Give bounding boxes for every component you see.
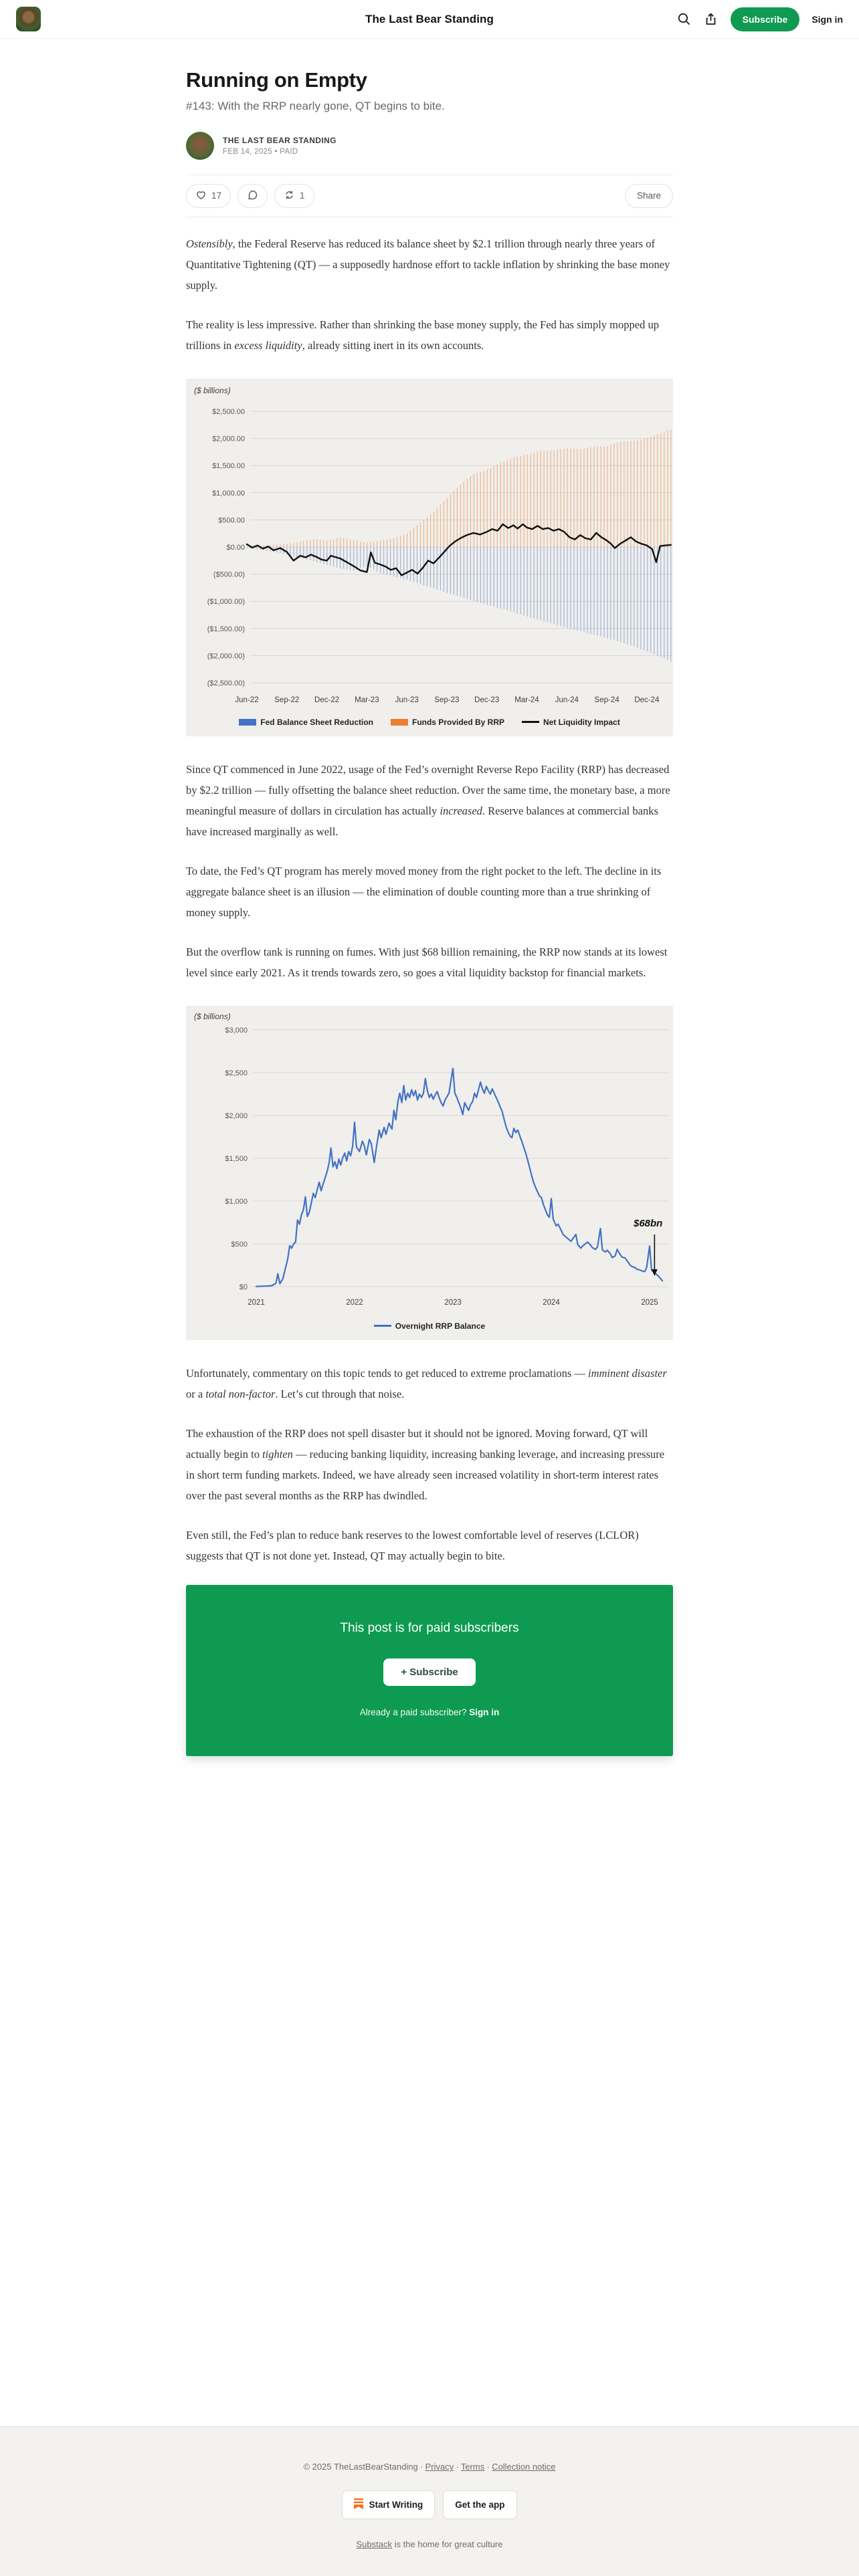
svg-text:Jun-24: Jun-24 — [555, 695, 579, 704]
post-date: FEB 14, 2025 • PAID — [223, 147, 298, 156]
terms-link[interactable]: Terms — [460, 2462, 485, 2472]
svg-text:($2,000.00): ($2,000.00) — [207, 652, 245, 661]
share-icon[interactable] — [704, 12, 719, 27]
copyright-text: © 2025 TheLastBearStanding — [303, 2462, 418, 2472]
footer-tagline — [0, 2539, 859, 2549]
svg-text:Dec-23: Dec-23 — [474, 695, 500, 704]
svg-text:Dec-24: Dec-24 — [634, 695, 660, 704]
author-name[interactable]: THE LAST BEAR STANDING — [223, 135, 337, 145]
article-paragraph: The reality is less impressive. Rather than shrinking the base money supply, the Fed has simply mopped up trillions in excess liquidity, already sitting inert in its own accounts. — [186, 318, 659, 352]
comment-button[interactable] — [237, 184, 268, 208]
get-app-label: Get the app — [455, 2500, 505, 2510]
svg-text:$2,000: $2,000 — [225, 1111, 248, 1120]
legend-item: Fed Balance Sheet Reduction — [239, 718, 373, 727]
svg-text:$0: $0 — [239, 1283, 248, 1291]
svg-text:($2,500.00): ($2,500.00) — [207, 679, 245, 687]
paywall-box — [186, 1585, 673, 1756]
get-app-button[interactable] — [443, 2490, 516, 2519]
svg-text:($1,000.00): ($1,000.00) — [207, 598, 245, 607]
svg-text:($1,500.00): ($1,500.00) — [207, 625, 245, 633]
rrp-balance-chart-canvas — [186, 1006, 673, 1320]
publication-logo[interactable] — [16, 7, 41, 31]
svg-text:$2,000.00: $2,000.00 — [212, 435, 245, 443]
like-button[interactable] — [186, 184, 231, 208]
net-liquidity-chart-legend — [186, 716, 673, 736]
heart-icon — [195, 189, 207, 203]
paywall-signin-row — [186, 1707, 673, 1717]
net-liquidity-chart-canvas — [186, 379, 673, 716]
svg-text:($ billions): ($ billions) — [194, 1011, 231, 1021]
article-paragraph: Since QT commenced in June 2022, usage of the Fed’s overnight Reverse Repo Facility (RRP) has decreased by $2.2 trillion — fully offsetting the balance sheet reduction. Over the same time, the monetary base, a more meaningful measure of dollars in circulation has actually increased. Reserve balances at commercial banks have increased marginally as well. — [186, 762, 670, 838]
svg-text:Sep-24: Sep-24 — [594, 695, 619, 704]
restack-icon — [284, 189, 295, 203]
restack-count: 1 — [300, 191, 305, 201]
restack-button[interactable] — [274, 184, 314, 208]
signin-link[interactable]: Sign in — [812, 13, 843, 25]
post-actions — [186, 175, 673, 217]
plus-icon: + — [401, 1666, 407, 1678]
svg-text:$0.00: $0.00 — [226, 543, 245, 552]
separator: ∙ — [456, 2462, 459, 2472]
intro-paragraphs — [186, 233, 673, 356]
svg-text:$1,500: $1,500 — [225, 1154, 248, 1163]
svg-text:2024: 2024 — [543, 1298, 560, 1307]
paywall-heading: This post is for paid subscribers — [340, 1620, 519, 1635]
legend-swatch — [391, 719, 408, 726]
outro-paragraphs — [186, 1363, 673, 1566]
svg-text:Mar-24: Mar-24 — [514, 695, 539, 704]
separator: ∙ — [420, 2462, 423, 2472]
like-count: 17 — [211, 191, 222, 201]
rrp-balance-chart-legend — [186, 1320, 673, 1340]
svg-text:$500: $500 — [231, 1240, 248, 1249]
svg-text:Sep-22: Sep-22 — [274, 695, 300, 704]
post-title: Running on Empty — [186, 68, 367, 92]
legend-item: Overnight RRP Balance — [374, 1321, 485, 1331]
article-paragraph: But the overflow tank is running on fumes. With just $68 billion remaining, the RRP now stands at its lowest level since early 2021. As it trends towards zero, so goes a vital liquidity backstop for financial markets. — [186, 945, 668, 979]
legend-swatch — [239, 719, 256, 726]
svg-text:$2,500.00: $2,500.00 — [212, 407, 245, 416]
svg-text:2021: 2021 — [248, 1298, 265, 1307]
svg-text:Mar-23: Mar-23 — [355, 695, 379, 704]
article-paragraph: To date, the Fed’s QT program has merely moved money from the right pocket to the left. The decline in its aggregate balance sheet is an illusion — the elimination of double counting more than a true shrinking of money supply. — [186, 864, 662, 919]
search-icon[interactable] — [677, 12, 692, 27]
svg-text:$1,000.00: $1,000.00 — [212, 489, 245, 498]
article-paragraph: Unfortunately, commentary on this topic tends to get reduced to extreme proclamations — imminent disaster or a total non-factor. Let’s cut through that noise. — [186, 1366, 667, 1400]
svg-text:$1,000: $1,000 — [225, 1197, 248, 1206]
svg-text:$1,500.00: $1,500.00 — [212, 462, 245, 471]
legend-swatch — [522, 721, 539, 723]
legend-swatch — [374, 1325, 391, 1327]
post-subtitle: #143: With the RRP nearly gone, QT begins to bite. — [186, 100, 445, 112]
svg-text:Jun-23: Jun-23 — [395, 695, 419, 704]
share-button[interactable]: Share — [625, 184, 673, 208]
site-footer — [0, 2426, 859, 2576]
svg-text:($ billions): ($ billions) — [194, 385, 231, 395]
article-paragraph: The exhaustion of the RRP does not spell disaster but it should not be ignored. Moving forward, QT will actually begin to tighten — reducing banking liquidity, increasing banking leverage, and increasing pressure in short term funding markets. Indeed, we have already seen increased volatility in short-term interest rates over the past several months as the RRP has dwindled. — [186, 1426, 665, 1502]
substack-logo-icon — [354, 2498, 363, 2511]
tagline-text: is the home for great culture — [392, 2539, 503, 2549]
legend-item: Net Liquidity Impact — [522, 718, 620, 727]
author-avatar[interactable] — [186, 132, 214, 160]
article-paragraph: Even still, the Fed’s plan to reduce bank reserves to the lowest comfortable level of reserves (LCLOR) suggests that QT is not done yet. Instead, QT may actually begin to bite. — [186, 1528, 639, 1562]
start-writing-label: Start Writing — [369, 2500, 423, 2510]
footer-copyright-row — [0, 2462, 859, 2472]
substack-link[interactable]: Substack — [356, 2539, 392, 2549]
paywall-signin-prompt: Already a paid subscriber? — [359, 1707, 467, 1717]
separator: ∙ — [486, 2462, 490, 2472]
collection-notice-link[interactable]: Collection notice — [492, 2462, 556, 2472]
svg-text:$3,000: $3,000 — [225, 1026, 248, 1035]
paywall-signin-link[interactable]: Sign in — [469, 1707, 500, 1717]
svg-text:Sep-23: Sep-23 — [434, 695, 460, 704]
mid-paragraphs — [186, 759, 673, 983]
paywall-subscribe-label: Subscribe — [409, 1666, 458, 1678]
svg-text:2025: 2025 — [641, 1298, 658, 1307]
svg-text:$2,500: $2,500 — [225, 1069, 248, 1077]
svg-text:($500.00): ($500.00) — [213, 570, 245, 579]
svg-text:$68bn: $68bn — [633, 1217, 663, 1229]
article-content — [186, 39, 673, 1756]
svg-text:2023: 2023 — [444, 1298, 462, 1307]
start-writing-button[interactable] — [342, 2490, 435, 2519]
byline — [186, 132, 673, 160]
legend-item: Funds Provided By RRP — [391, 718, 504, 727]
svg-text:Jun-22: Jun-22 — [235, 695, 259, 704]
svg-text:2022: 2022 — [346, 1298, 363, 1307]
svg-text:$500.00: $500.00 — [218, 516, 245, 525]
privacy-link[interactable]: Privacy — [425, 2462, 454, 2472]
paywall-subscribe-button[interactable] — [383, 1658, 475, 1686]
publication-title: The Last Bear Standing — [365, 12, 494, 25]
subscribe-button[interactable]: Subscribe — [731, 7, 800, 31]
comment-icon — [247, 189, 258, 203]
net-liquidity-chart — [186, 379, 673, 736]
top-navigation-bar — [0, 0, 859, 39]
svg-text:Dec-22: Dec-22 — [314, 695, 340, 704]
article-paragraph: Ostensibly, the Federal Reserve has reduced its balance sheet by $2.1 trillion through nearly three years of Quantitative Tightening (QT) — a supposedly hardnose effort to tackle inflation by shrinking the base money supply. — [186, 237, 670, 292]
rrp-balance-chart — [186, 1006, 673, 1340]
